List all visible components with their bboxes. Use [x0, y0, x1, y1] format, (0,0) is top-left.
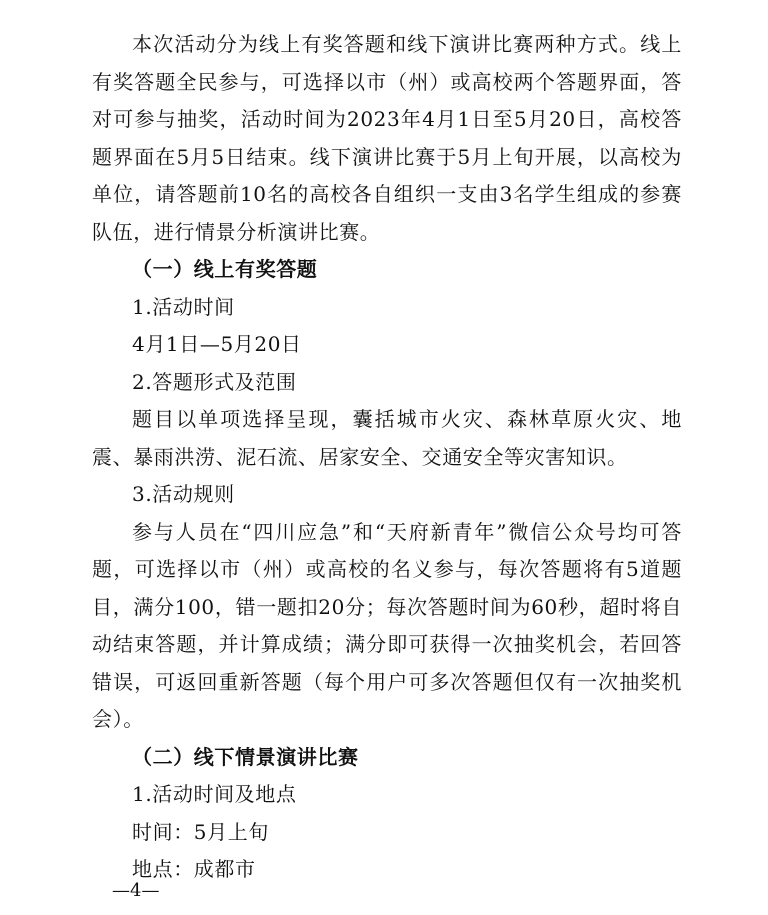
- item-title-activity-time: 1.活动时间: [132, 294, 235, 319]
- item-title-quiz-format: 2.答题形式及范围: [132, 369, 297, 394]
- time-line: 时间：5月上旬: [132, 819, 269, 844]
- quiz-format-paragraph: 题目以单项选择呈现，囊括城市火灾、森林草原火灾、地震、暴雨洪涝、泥石流、居家安全、交通安全等灾害知识。: [92, 407, 682, 469]
- intro-paragraph: 本次活动分为线上有奖答题和线下演讲比赛两种方式。线上有奖答题全民参与，可选择以市（州）或高校两个答题界面，答对可参与抽奖，活动时间为2023年4月1日至5月20日，高校答题界面在5月5日结束。线下演讲比赛于5月上旬开展，以高校为单位，请答题前10名的高校各自组织一支由3名学生组成的参赛队伍，进行情景分析演讲比赛。: [92, 32, 682, 244]
- rules-paragraph: 参与人员在“四川应急”和“天府新青年”微信公众号均可答题，可选择以市（州）或高校的名义参与，每次答题将有5道题目，满分100，错一题扣20分；每次答题时间为60秒，超时将自动结束答题，并计算成绩；满分即可获得一次抽奖机会，若回答错误，可返回重新答题（每个用户可多次答题但仅有一次抽奖机会）。: [92, 519, 682, 731]
- item-title-rules: 3.活动规则: [132, 482, 235, 506]
- page-number: —4—: [112, 880, 160, 901]
- section-heading-offline-speech: （二）线下情景演讲比赛: [132, 744, 359, 769]
- document-body: [92, 26, 682, 889]
- item-title-time-place: 1.活动时间及地点: [132, 782, 297, 806]
- section-heading-online-quiz: （一）线上有奖答题: [132, 257, 318, 281]
- place-line: 地点：成都市: [132, 857, 256, 881]
- activity-time-value: 4月1日—5月20日: [132, 332, 302, 356]
